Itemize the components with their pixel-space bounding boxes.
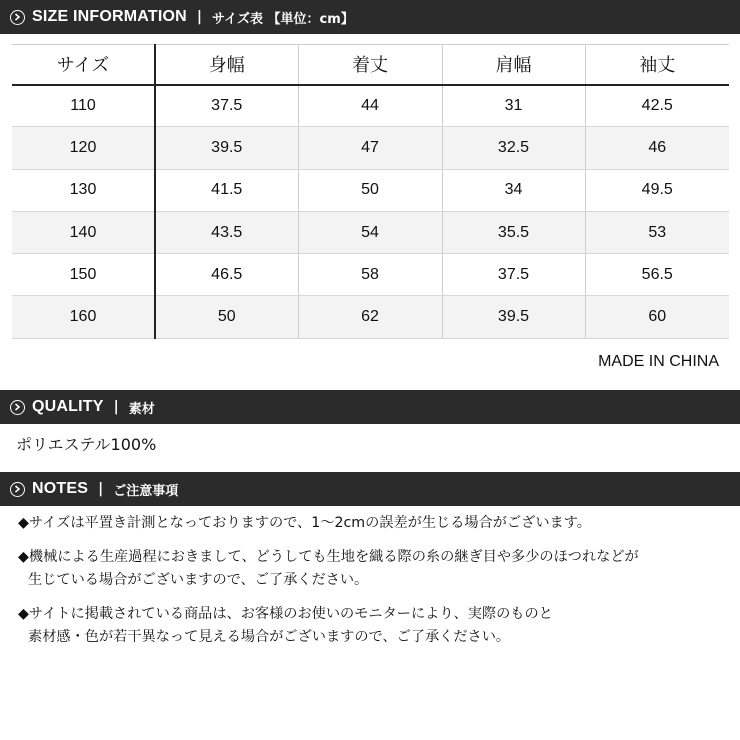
table-cell: 46 <box>585 127 729 169</box>
table-cell: 130 <box>12 169 155 211</box>
note-item <box>18 512 733 535</box>
table-row <box>12 169 729 211</box>
table-cell: 49.5 <box>585 169 729 211</box>
size-table <box>12 44 729 339</box>
table-cell: 54 <box>298 211 442 253</box>
header-size: サイズ <box>12 45 155 85</box>
table-cell: 32.5 <box>442 127 585 169</box>
table-cell: 46.5 <box>155 254 298 296</box>
notes-list <box>18 512 733 660</box>
header-shoulder-width: 肩幅 <box>442 45 585 85</box>
header-separator: | <box>196 9 203 25</box>
table-cell: 43.5 <box>155 211 298 253</box>
material-text: ポリエステル100% <box>16 435 157 454</box>
table-cell: 42.5 <box>585 85 729 127</box>
quality-subtitle: 素材 <box>128 401 155 417</box>
table-cell: 37.5 <box>155 85 298 127</box>
table-cell: 50 <box>298 169 442 211</box>
size-information-title: SIZE INFORMATION <box>32 8 187 25</box>
header-body-width: 身幅 <box>155 45 298 85</box>
table-cell: 31 <box>442 85 585 127</box>
table-cell: 35.5 <box>442 211 585 253</box>
table-row <box>12 85 729 127</box>
notes-subtitle: ご注意事項 <box>113 483 179 499</box>
size-table-header-row <box>12 45 729 85</box>
header-separator: | <box>98 481 104 497</box>
country-of-origin: MADE IN CHINA <box>598 353 719 370</box>
header-sleeve-length: 袖丈 <box>585 45 729 85</box>
table-cell: 34 <box>442 169 585 211</box>
table-cell: 47 <box>298 127 442 169</box>
header-length: 着丈 <box>298 45 442 85</box>
chevron-circle-icon <box>10 10 25 25</box>
note-line: 素材感・色が若干異なって見える場合がございますので、ご了承ください。 <box>28 629 511 645</box>
chevron-circle-icon <box>10 482 25 497</box>
table-cell: 60 <box>585 296 729 338</box>
table-row <box>12 296 729 338</box>
note-line: ◆サイトに掲載されている商品は、お客様のお使いのモニターにより、実際のものと <box>18 606 553 622</box>
table-cell: 110 <box>12 85 155 127</box>
table-cell: 120 <box>12 127 155 169</box>
table-cell: 62 <box>298 296 442 338</box>
note-line: 生じている場合がございますので、ご了承ください。 <box>28 572 369 588</box>
table-cell: 150 <box>12 254 155 296</box>
table-cell: 53 <box>585 211 729 253</box>
table-cell: 56.5 <box>585 254 729 296</box>
table-row <box>12 254 729 296</box>
quality-title: QUALITY <box>32 398 104 415</box>
table-cell: 140 <box>12 211 155 253</box>
note-line: ◆サイズは平置き計測となっておりますので、1～2cmの誤差が生じる場合がございます。 <box>18 515 591 531</box>
table-cell: 160 <box>12 296 155 338</box>
size-information-header <box>0 0 740 34</box>
table-cell: 58 <box>298 254 442 296</box>
table-row <box>12 127 729 169</box>
chevron-circle-icon <box>10 400 25 415</box>
table-cell: 37.5 <box>442 254 585 296</box>
table-cell: 50 <box>155 296 298 338</box>
quality-header <box>0 390 740 424</box>
table-cell: 44 <box>298 85 442 127</box>
table-row <box>12 211 729 253</box>
notes-title: NOTES <box>32 480 89 497</box>
table-cell: 41.5 <box>155 169 298 211</box>
note-line: ◆機械による生産過程におきまして、どうしても生地を織る際の糸の継ぎ目や多少のほつれなどが <box>18 549 639 565</box>
note-item <box>18 546 733 592</box>
note-item <box>18 603 733 649</box>
header-separator: | <box>113 399 119 415</box>
notes-header <box>0 472 740 506</box>
table-cell: 39.5 <box>442 296 585 338</box>
size-information-subtitle: サイズ表 【単位：cm】 <box>212 11 354 27</box>
table-cell: 39.5 <box>155 127 298 169</box>
